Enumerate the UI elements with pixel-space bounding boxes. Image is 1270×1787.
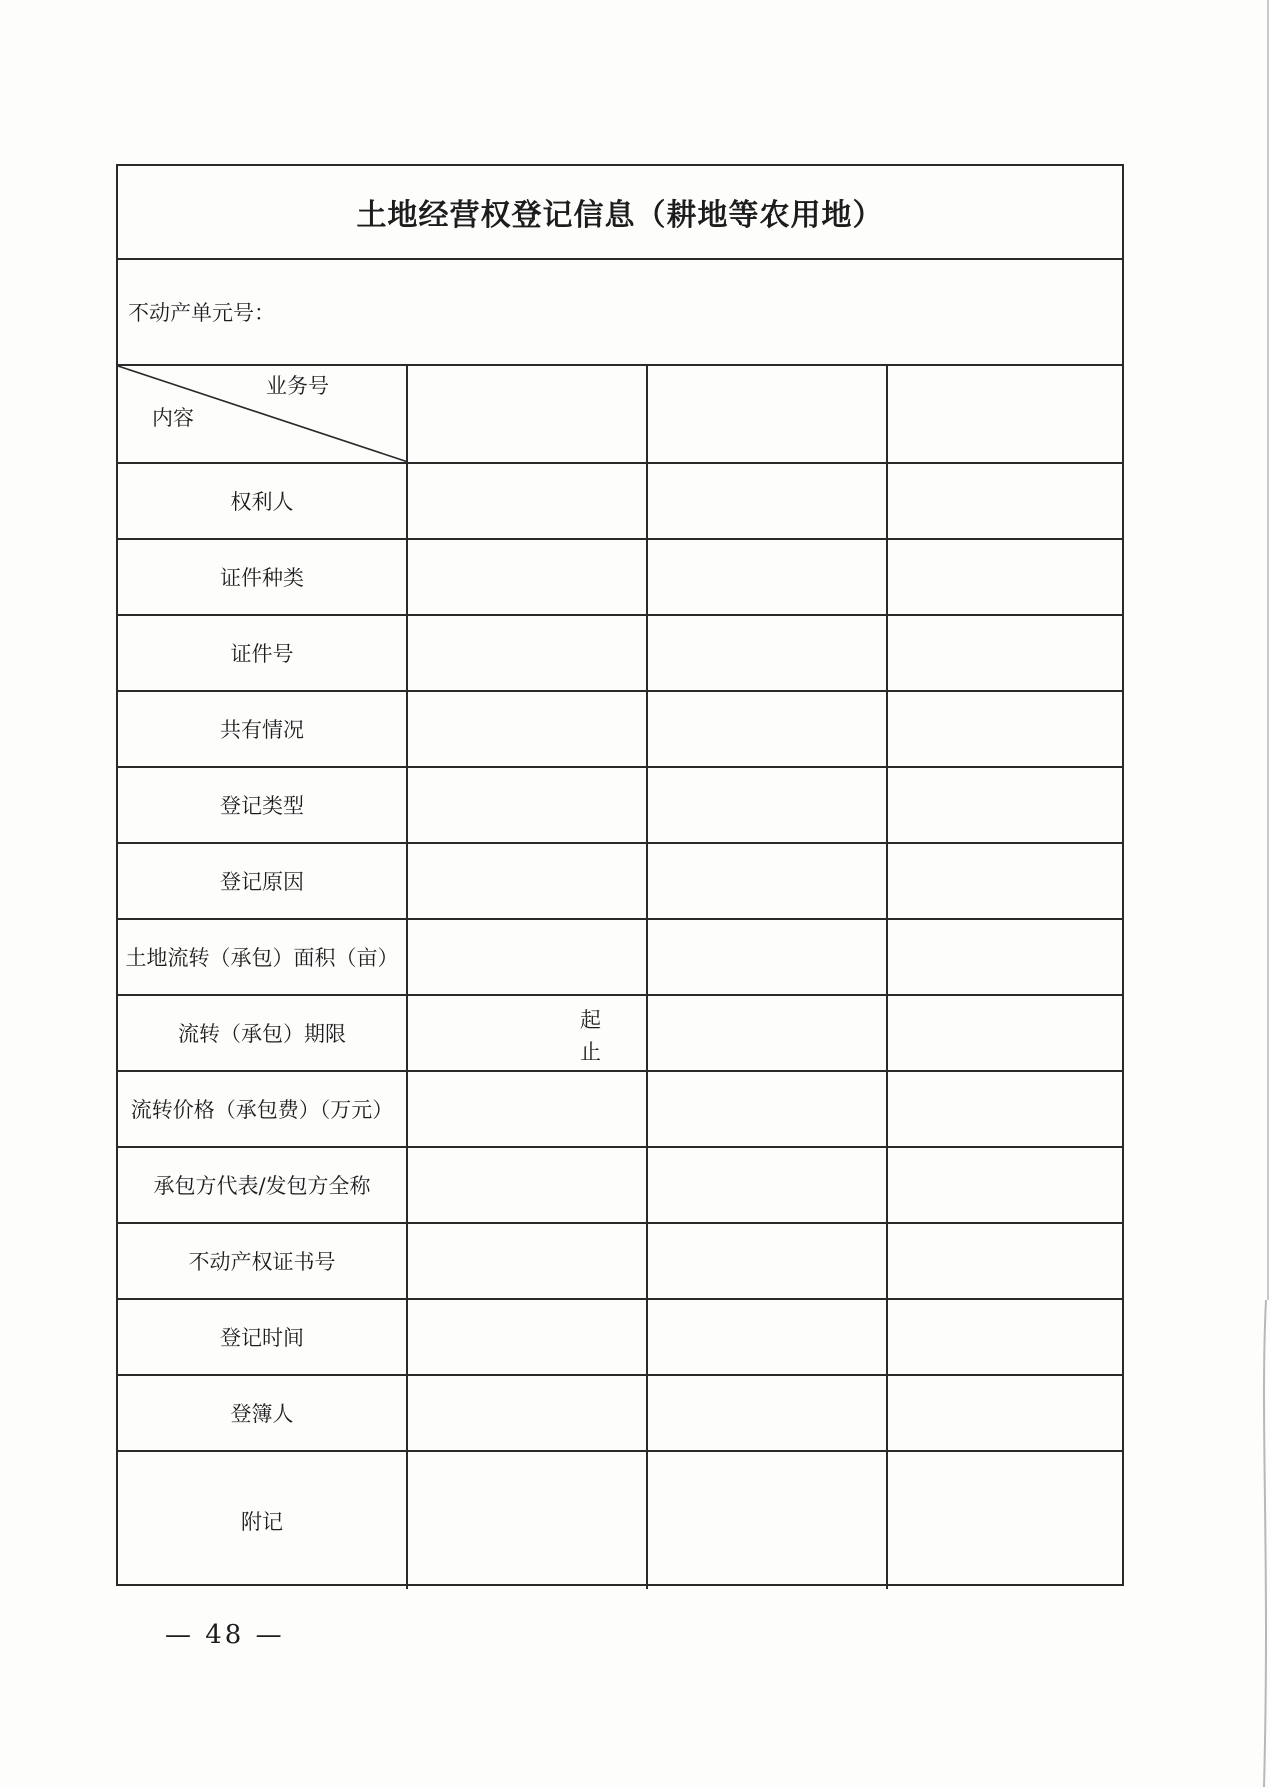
value-cell[interactable] xyxy=(888,1376,1122,1450)
diagonal-header-cell xyxy=(118,366,408,462)
value-cell[interactable] xyxy=(408,1452,648,1589)
value-cell[interactable] xyxy=(888,844,1122,918)
value-cell[interactable] xyxy=(648,844,888,918)
value-cell[interactable] xyxy=(408,920,648,994)
row-label: 证件种类 xyxy=(118,540,408,614)
row-label: 登记时间 xyxy=(118,1300,408,1374)
row-label: 登记类型 xyxy=(118,768,408,842)
table-row xyxy=(118,616,1122,692)
registration-form xyxy=(116,164,1124,1586)
value-cell[interactable] xyxy=(648,692,888,766)
value-cell[interactable] xyxy=(888,1452,1122,1589)
row-label: 不动产权证书号 xyxy=(118,1224,408,1298)
table-row xyxy=(118,540,1122,616)
value-cell[interactable] xyxy=(408,768,648,842)
row-label: 登簿人 xyxy=(118,1376,408,1450)
registration-table xyxy=(118,366,1122,1589)
value-cell[interactable] xyxy=(648,1224,888,1298)
table-row xyxy=(118,464,1122,540)
value-cell[interactable] xyxy=(888,1072,1122,1146)
row-label: 流转（承包）期限 xyxy=(118,996,408,1070)
value-cell[interactable] xyxy=(408,1300,648,1374)
table-row xyxy=(118,1300,1122,1376)
row-label: 登记原因 xyxy=(118,844,408,918)
content-label: 内容 xyxy=(152,406,194,430)
value-cell[interactable] xyxy=(888,1148,1122,1222)
row-label: 证件号 xyxy=(118,616,408,690)
value-cell[interactable] xyxy=(408,844,648,918)
table-row xyxy=(118,768,1122,844)
table-row xyxy=(118,1224,1122,1300)
value-cell[interactable] xyxy=(408,1376,648,1450)
period-end-label: 止 xyxy=(580,1040,601,1064)
period-cell[interactable] xyxy=(408,996,648,1070)
value-cell[interactable] xyxy=(408,692,648,766)
value-cell[interactable] xyxy=(648,464,888,538)
value-cell[interactable] xyxy=(888,616,1122,690)
value-cell[interactable] xyxy=(888,540,1122,614)
value-cell[interactable] xyxy=(648,616,888,690)
business-number-cell-2[interactable] xyxy=(648,366,888,462)
value-cell[interactable] xyxy=(648,920,888,994)
value-cell[interactable] xyxy=(408,1148,648,1222)
row-label: 流转价格（承包费）（万元） xyxy=(118,1072,408,1146)
value-cell[interactable] xyxy=(888,692,1122,766)
value-cell[interactable] xyxy=(648,768,888,842)
row-label: 权利人 xyxy=(118,464,408,538)
value-cell[interactable] xyxy=(648,1072,888,1146)
scan-edge-shadow xyxy=(1254,0,1270,1787)
value-cell[interactable] xyxy=(648,1376,888,1450)
table-row xyxy=(118,692,1122,768)
table-row xyxy=(118,996,1122,1072)
row-label: 土地流转（承包）面积（亩） xyxy=(118,920,408,994)
value-cell[interactable] xyxy=(888,768,1122,842)
row-label: 共有情况 xyxy=(118,692,408,766)
value-cell[interactable] xyxy=(408,540,648,614)
value-cell[interactable] xyxy=(648,1300,888,1374)
value-cell[interactable] xyxy=(648,1148,888,1222)
table-header-row xyxy=(118,366,1122,464)
page-number: — 48 — xyxy=(165,1620,285,1650)
value-cell[interactable] xyxy=(408,616,648,690)
unit-number-label: 不动产单元号： xyxy=(128,301,275,325)
value-cell[interactable] xyxy=(408,1224,648,1298)
value-cell[interactable] xyxy=(888,996,1122,1070)
value-cell[interactable] xyxy=(888,464,1122,538)
value-cell[interactable] xyxy=(648,996,888,1070)
form-title: 土地经营权登记信息（耕地等农用地） xyxy=(118,166,1122,260)
business-number-cell-3[interactable] xyxy=(888,366,1122,462)
table-row xyxy=(118,1148,1122,1224)
value-cell[interactable] xyxy=(648,540,888,614)
business-number-label: 业务号 xyxy=(266,374,329,398)
table-row xyxy=(118,1376,1122,1452)
value-cell[interactable] xyxy=(648,1452,888,1589)
value-cell[interactable] xyxy=(408,464,648,538)
unit-number-field[interactable] xyxy=(118,260,1122,366)
table-row xyxy=(118,920,1122,996)
business-number-cell-1[interactable] xyxy=(408,366,648,462)
table-row xyxy=(118,1452,1122,1589)
row-label: 承包方代表/发包方全称 xyxy=(118,1148,408,1222)
row-label: 附记 xyxy=(118,1452,408,1589)
value-cell[interactable] xyxy=(888,920,1122,994)
table-row xyxy=(118,844,1122,920)
table-row xyxy=(118,1072,1122,1148)
value-cell[interactable] xyxy=(888,1300,1122,1374)
period-start-label: 起 xyxy=(580,1008,601,1032)
period-markers xyxy=(580,1004,601,1068)
value-cell[interactable] xyxy=(408,1072,648,1146)
value-cell[interactable] xyxy=(888,1224,1122,1298)
